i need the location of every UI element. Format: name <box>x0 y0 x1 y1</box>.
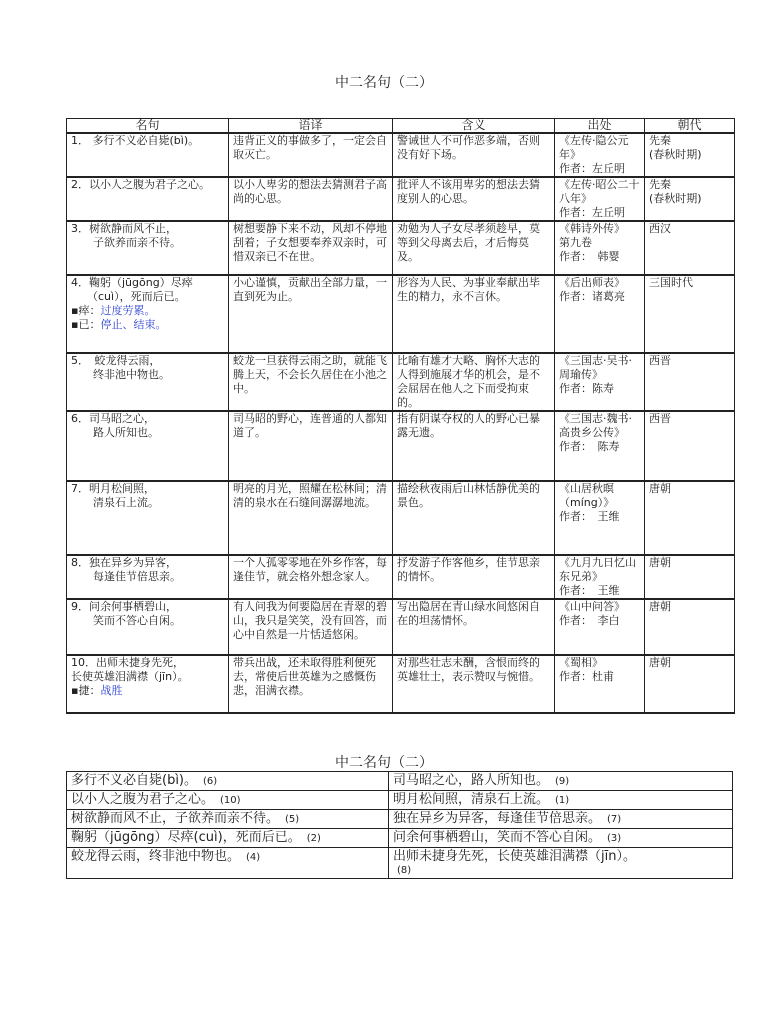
table-row <box>67 411 735 481</box>
quote-cell <box>67 555 229 599</box>
summary-row <box>67 848 733 879</box>
quote-cell <box>67 655 229 713</box>
quote-cell <box>67 353 229 411</box>
meaning-cell: 批评人不该用卑劣的想法去猜度别人的心思。 <box>393 177 555 221</box>
source-title: 《三国志·吴书·周瑜传》 <box>559 354 632 381</box>
summary-number: (4) <box>246 852 261 863</box>
summary-cell <box>389 829 733 848</box>
table-row <box>67 353 735 411</box>
quote-cell <box>67 275 229 353</box>
summary-cell <box>67 791 389 810</box>
source-author: 作者： 王维 <box>559 510 620 523</box>
summary-cell <box>67 772 389 791</box>
summary-cell <box>67 848 389 879</box>
quote-line: 9．问余何事栖碧山， <box>71 600 177 613</box>
summary-cell <box>67 829 389 848</box>
translation-cell: 带兵出战，还未取得胜利便死去，常使后世英雄为之感慨伤悲，泪满衣襟。 <box>229 655 393 713</box>
quote-line: 5． 蛟龙得云雨， <box>71 354 161 367</box>
word-note-label: ▪已： <box>71 318 101 331</box>
source-author: 作者： 王维 <box>559 584 620 597</box>
source-author: 作者：陈寿 <box>559 382 614 395</box>
source-cell <box>555 353 645 411</box>
dynasty-line: 唐朝 <box>649 482 671 495</box>
source-cell <box>555 411 645 481</box>
dynasty-cell <box>645 481 735 555</box>
meaning-cell: 警诫世人不可作恶多端，否则没有好下场。 <box>393 133 555 177</box>
translation-cell: 小心谨慎，贡献出全部力量，一直到死为止。 <box>229 275 393 353</box>
source-title: 《三国志·魏书·高贵乡公传》 <box>559 412 632 439</box>
quote-line: 6．司马昭之心， <box>71 412 155 425</box>
dynasty-line: 唐朝 <box>649 656 671 669</box>
dynasty-line: 三国时代 <box>649 276 693 289</box>
source-title: 《左传·隐公元年》 <box>559 134 629 161</box>
translation-cell: 蛟龙一旦获得云雨之助，就能飞腾上天，不会长久居住在小池之中。 <box>229 353 393 411</box>
quote-line: 2．以小人之腹为君子之心。 <box>71 178 210 191</box>
source-cell <box>555 133 645 177</box>
summary-row <box>67 829 733 848</box>
dynasty-cell <box>645 177 735 221</box>
summary-quote: 司马昭之心，路人所知也。 <box>393 773 550 788</box>
word-note-definition: 过度劳累。 <box>100 304 156 317</box>
summary-quote: 鞠躬（jūgōng）尽瘁(cuì)，死而后已。 <box>71 830 301 845</box>
dynasty-cell <box>645 411 735 481</box>
translation-cell: 明亮的月光，照耀在松林间；清清的泉水在石缝间潺潺地流。 <box>229 481 393 555</box>
source-cell <box>555 655 645 713</box>
source-author: 作者：杜甫 <box>559 670 614 683</box>
header-quote: 名句 <box>67 119 229 134</box>
quote-line: 4．鞠躬（jūgōng）尽瘁 <box>71 276 193 289</box>
header-meaning: 含义 <box>393 119 555 134</box>
table-row <box>67 221 735 275</box>
dynasty-cell <box>645 275 735 353</box>
dynasty-line: (春秋时期) <box>649 148 702 161</box>
translation-cell: 违背正义的事做多了，一定会自取灭亡。 <box>229 133 393 177</box>
source-title: 《左传·昭公二十八年》 <box>559 178 640 205</box>
summary-cell <box>389 848 733 879</box>
source-author: 作者：左丘明 <box>559 206 625 219</box>
quote-cell <box>67 177 229 221</box>
dynasty-cell <box>645 599 735 655</box>
summary-quote: 蛟龙得云雨，终非池中物也。 <box>71 849 241 864</box>
meaning-cell: 抒发游子作客他乡，佳节思亲的情怀。 <box>393 555 555 599</box>
table-header-row <box>67 119 735 134</box>
quote-cell <box>67 221 229 275</box>
quote-cell <box>67 411 229 481</box>
translation-cell: 一个人孤零零地在外乡作客，每逢佳节，就会格外想念家人。 <box>229 555 393 599</box>
quote-cell <box>67 133 229 177</box>
quote-line: 10．出师未捷身先死， <box>71 656 184 669</box>
dynasty-line: 西晋 <box>649 412 671 425</box>
table-row <box>67 599 735 655</box>
source-cell <box>555 481 645 555</box>
source-author: 作者：诸葛亮 <box>559 290 625 303</box>
dynasty-cell <box>645 221 735 275</box>
header-dynasty: 朝代 <box>645 119 735 134</box>
quote-line: 清泉石上流。 <box>93 496 159 509</box>
source-cell <box>555 221 645 275</box>
source-cell <box>555 555 645 599</box>
header-translation: 语译 <box>229 119 393 134</box>
source-title: 《九月九日忆山东兄弟》 <box>559 556 636 583</box>
summary-number: (6) <box>203 776 218 787</box>
source-cell <box>555 599 645 655</box>
meaning-cell: 对那些壮志未酬，含恨而终的英雄壮士，表示赞叹与惋惜。 <box>393 655 555 713</box>
word-note-definition: 战胜 <box>100 684 123 697</box>
page-title: 中二名句（二） <box>335 75 433 91</box>
table-row <box>67 481 735 555</box>
meaning-cell: 写出隐居在青山绿水间悠闲自在的坦荡情怀。 <box>393 599 555 655</box>
source-cell <box>555 275 645 353</box>
source-title: 《蜀相》 <box>559 656 603 669</box>
quote-line: 每逢佳节倍思亲。 <box>93 570 181 583</box>
summary-cell <box>389 772 733 791</box>
meaning-cell: 劝勉为人子女尽孝须趁早，莫等到父母离去后，才后悔莫及。 <box>393 221 555 275</box>
source-author: 作者： 陈寿 <box>559 440 620 453</box>
dynasty-line: 唐朝 <box>649 600 671 613</box>
section-title: 中二名句（二） <box>335 755 433 771</box>
summary-row <box>67 791 733 810</box>
summary-cell <box>389 791 733 810</box>
summary-number: (3) <box>607 833 622 844</box>
summary-quote: 独在异乡为异客，每逢佳节倍思亲。 <box>393 811 602 826</box>
word-note <box>71 684 224 698</box>
summary-quote: 以小人之腹为君子之心。 <box>71 792 215 807</box>
summary-row <box>67 810 733 829</box>
dynasty-line: 西汉 <box>649 222 671 235</box>
source-author: 作者： 李白 <box>559 614 620 627</box>
quote-line: 1． 多行不义必自毙(bì)。 <box>71 134 200 147</box>
source-author: 作者：左丘明 <box>559 162 625 175</box>
translation-cell: 树想要静下来不动，风却不停地刮着；子女想要奉养双亲时，可惜双亲已不在世。 <box>229 221 393 275</box>
source-cell <box>555 177 645 221</box>
word-note-label: ▪捷： <box>71 684 101 697</box>
dynasty-line: 唐朝 <box>649 556 671 569</box>
summary-quote: 多行不义必自毙(bì)。 <box>71 773 198 788</box>
word-note <box>71 318 224 332</box>
table-row <box>67 555 735 599</box>
table-row <box>67 133 735 177</box>
source-title: 《韩诗外传》 <box>559 222 625 235</box>
dynasty-cell <box>645 133 735 177</box>
quote-cell <box>67 599 229 655</box>
summary-quote: 明月松间照，清泉石上流。 <box>393 792 550 807</box>
source-author: 作者： 韩婴 <box>559 250 620 263</box>
summary-number: (5) <box>285 814 300 825</box>
dynasty-cell <box>645 555 735 599</box>
source-title: 《后出师表》 <box>559 276 625 289</box>
word-note <box>71 304 224 318</box>
summary-quote: 树欲静而风不止，子欲养而亲不待。 <box>71 811 280 826</box>
summary-quote: 问余何事栖碧山，笑而不答心自闲。 <box>393 830 602 845</box>
dynasty-line: 西晋 <box>649 354 671 367</box>
summary-number: (1) <box>555 795 570 806</box>
quote-cell <box>67 481 229 555</box>
summary-number: (8) <box>397 865 412 876</box>
quote-line: 终非池中物也。 <box>93 368 170 381</box>
meaning-cell: 指有阴谋夺权的人的野心已暴露无遗。 <box>393 411 555 481</box>
quote-line: 3．树欲静而风不止， <box>71 222 177 235</box>
dynasty-line: 先秦 <box>649 178 671 191</box>
dynasty-cell <box>645 655 735 713</box>
source-title: 第九卷 <box>559 236 592 249</box>
summary-table <box>66 771 733 879</box>
summary-number: (9) <box>555 776 570 787</box>
quote-line: （cuì），死而后已。 <box>87 290 186 303</box>
quote-line: 长使英雄泪满襟（jīn）。 <box>71 670 189 683</box>
table-row <box>67 655 735 713</box>
summary-cell <box>67 810 389 829</box>
translation-cell: 司马昭的野心，连普通的人都知道了。 <box>229 411 393 481</box>
header-source: 出处 <box>555 119 645 134</box>
translation-cell: 以小人卑劣的想法去猜测君子高尚的心思。 <box>229 177 393 221</box>
translation-cell: 有人问我为何要隐居在青翠的碧山，我只是笑笑，没有回答，而心中自然是一片恬适悠闲。 <box>229 599 393 655</box>
dynasty-cell <box>645 353 735 411</box>
quote-line: 子欲养而亲不待。 <box>93 236 181 249</box>
source-title: 《山居秋暝（míng）》 <box>559 482 615 509</box>
idiom-table <box>66 118 735 714</box>
word-note-definition: 停止、结束。 <box>100 318 167 331</box>
table-row <box>67 275 735 353</box>
summary-number: (2) <box>306 833 321 844</box>
meaning-cell: 比喻有雄才大略、胸怀大志的人得到施展才华的机会，是不会屈居在他人之下而受拘束的。 <box>393 353 555 411</box>
word-note-label: ▪瘁： <box>71 304 101 317</box>
summary-quote: 出师未捷身先死，长使英雄泪满襟（jīn）。 <box>393 849 636 864</box>
dynasty-line: (春秋时期) <box>649 192 702 205</box>
source-title: 《山中问答》 <box>559 600 625 613</box>
quote-line: 7．明月松间照， <box>71 482 155 495</box>
quote-line: 路人所知也。 <box>93 426 159 439</box>
summary-cell <box>389 810 733 829</box>
summary-row <box>67 772 733 791</box>
quote-line: 8．独在异乡为异客， <box>71 556 177 569</box>
meaning-cell: 形容为人民、为事业奉献出毕生的精力，永不言休。 <box>393 275 555 353</box>
summary-number: (10) <box>220 795 241 806</box>
table-row <box>67 177 735 221</box>
quote-line: 笑而不答心自闲。 <box>93 614 181 627</box>
summary-number: (7) <box>607 814 622 825</box>
meaning-cell: 描绘秋夜雨后山林恬静优美的景色。 <box>393 481 555 555</box>
dynasty-line: 先秦 <box>649 134 671 147</box>
